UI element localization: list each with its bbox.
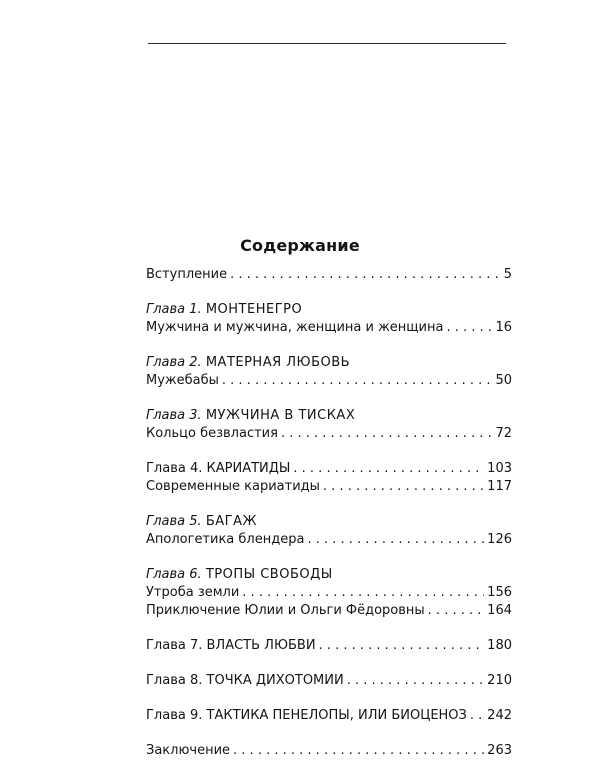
toc-group <box>146 742 512 760</box>
chapter-name: ТРОПЫ СВОБОДЫ <box>205 567 333 582</box>
chapter-label: Глава 4. <box>146 461 203 476</box>
page-number: 263 <box>487 743 512 758</box>
toc-group <box>146 301 512 337</box>
toc-entry[interactable] <box>146 266 512 284</box>
page-number: 72 <box>495 426 512 441</box>
entry-title: Заключение <box>146 743 231 758</box>
chapter-heading <box>146 407 512 425</box>
dot-leader <box>323 478 484 496</box>
chapter-label: Глава 3. <box>146 408 202 423</box>
chapter-label: Глава 9. <box>146 708 203 723</box>
chapter-name: КАРИАТИДЫ <box>206 461 291 476</box>
toc-group <box>146 407 512 443</box>
toc-entry[interactable] <box>146 742 512 760</box>
dot-leader <box>222 372 493 390</box>
chapter-name: ТАКТИКА ПЕНЕЛОПЫ, ИЛИ БИОЦЕНОЗ <box>206 708 467 723</box>
chapter-heading <box>146 637 316 655</box>
chapter-label: Глава 1. <box>146 302 202 317</box>
page-number: 50 <box>495 373 512 388</box>
dot-leader <box>230 266 501 284</box>
page-number: 156 <box>487 585 512 600</box>
dot-leader <box>347 672 484 690</box>
page-number: 210 <box>487 673 512 688</box>
section-title: Современные кариатиды <box>146 479 320 494</box>
chapter-name: МОНТЕНЕГРО <box>205 302 303 317</box>
toc-group <box>146 707 512 725</box>
toc-entry[interactable] <box>146 584 512 602</box>
page-title: Содержание <box>240 236 360 255</box>
page-number: 117 <box>487 479 512 494</box>
page-number: 5 <box>503 267 512 282</box>
toc-entry[interactable] <box>146 319 512 337</box>
toc-entry[interactable] <box>146 672 512 690</box>
chapter-name: ВЛАСТЬ ЛЮБВИ <box>206 638 316 653</box>
chapter-heading <box>146 513 512 531</box>
toc-entry[interactable] <box>146 372 512 390</box>
toc-group <box>146 354 512 390</box>
page-number: 242 <box>487 708 512 723</box>
section-title: Апологетика блендера <box>146 532 305 547</box>
toc-entry[interactable] <box>146 460 512 478</box>
table-of-contents <box>146 266 512 760</box>
toc-entry[interactable] <box>146 707 512 725</box>
chapter-heading <box>146 460 290 478</box>
toc-group <box>146 460 512 496</box>
chapter-label: Глава 5. <box>146 514 202 529</box>
section-title: Мужчина и мужчина, женщина и женщина <box>146 320 444 335</box>
toc-entry[interactable] <box>146 478 512 496</box>
dot-leader <box>242 584 484 602</box>
dot-leader <box>470 707 484 725</box>
dot-leader <box>446 319 492 337</box>
page-number: 16 <box>495 320 512 335</box>
chapter-heading <box>146 707 467 725</box>
page-number: 126 <box>487 532 512 547</box>
toc-group <box>146 637 512 655</box>
page-number: 180 <box>487 638 512 653</box>
toc-entry[interactable] <box>146 425 512 443</box>
toc-group <box>146 672 512 690</box>
entry-title: Вступление <box>146 267 228 282</box>
section-title: Мужебабы <box>146 373 219 388</box>
dot-leader <box>307 531 484 549</box>
section-title: Утроба земли <box>146 585 240 600</box>
toc-entry[interactable] <box>146 637 512 655</box>
dot-leader <box>428 602 485 620</box>
chapter-label: Глава 2. <box>146 355 202 370</box>
chapter-label: Глава 6. <box>146 567 202 582</box>
section-title: Приключение Юлии и Ольги Фёдоровны <box>146 603 425 618</box>
chapter-name: ТОЧКА ДИХОТОМИИ <box>206 673 344 688</box>
chapter-name: МУЖЧИНА В ТИСКАХ <box>205 408 356 423</box>
chapter-label: Глава 7. <box>146 638 203 653</box>
page-number: 164 <box>487 603 512 618</box>
chapter-heading <box>146 301 512 319</box>
section-title: Кольцо безвластия <box>146 426 278 441</box>
top-rule <box>148 43 506 44</box>
chapter-label: Глава 8. <box>146 673 203 688</box>
chapter-heading <box>146 672 344 690</box>
toc-entry[interactable] <box>146 602 512 620</box>
chapter-name: БАГАЖ <box>205 514 257 529</box>
toc-group <box>146 566 512 620</box>
dot-leader <box>293 460 484 478</box>
dot-leader <box>319 637 485 655</box>
chapter-name: МАТЕРНАЯ ЛЮБОВЬ <box>205 355 351 370</box>
page-number: 103 <box>487 461 512 476</box>
toc-group <box>146 513 512 549</box>
toc-entry[interactable] <box>146 531 512 549</box>
chapter-heading <box>146 354 512 372</box>
dot-leader <box>233 742 484 760</box>
dot-leader <box>281 425 493 443</box>
toc-group <box>146 266 512 284</box>
chapter-heading <box>146 566 512 584</box>
